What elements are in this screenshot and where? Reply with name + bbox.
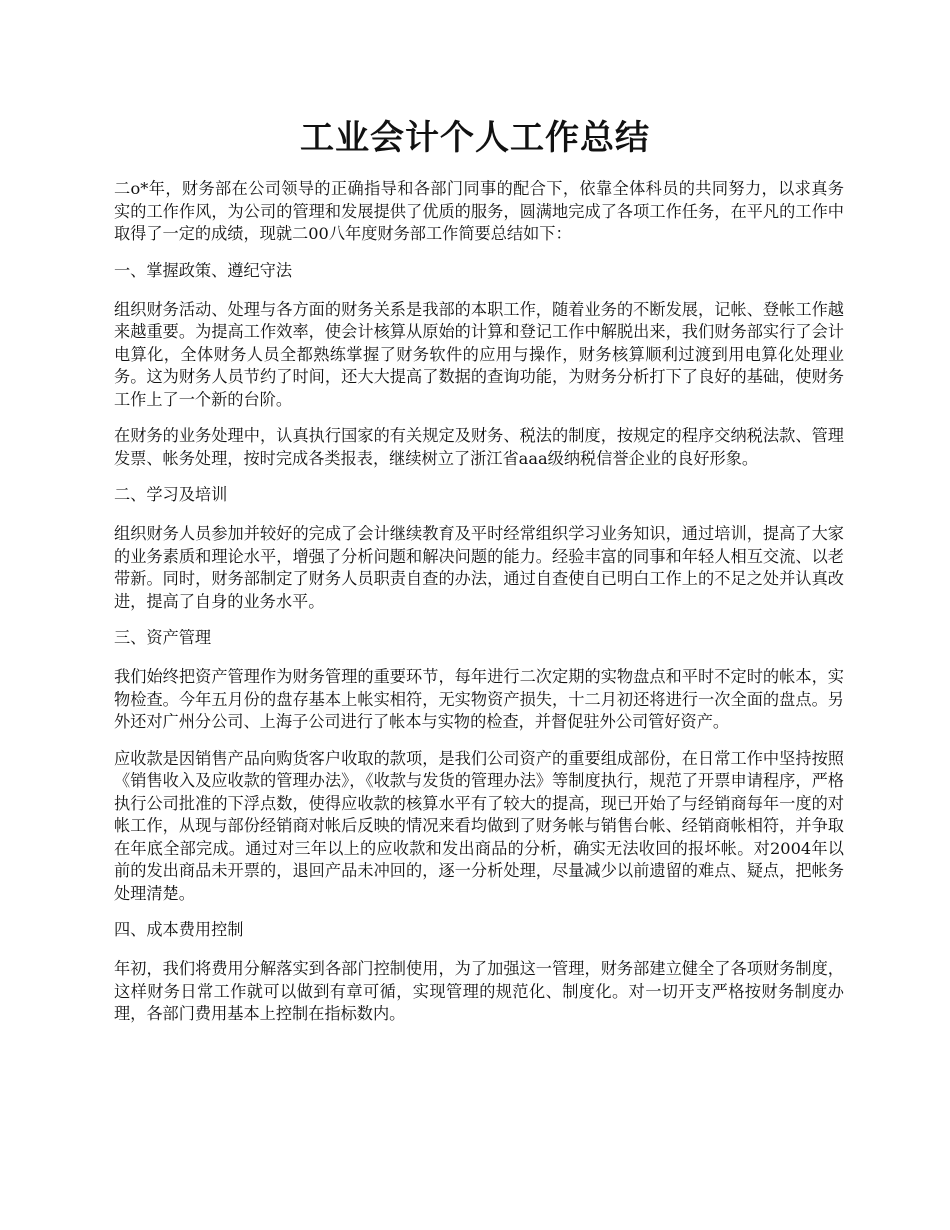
document-body: [114, 178, 844, 1040]
document-title: 工业会计个人工作总结: [300, 118, 650, 158]
policy-paragraph-2: 在财务的业务处理中，认真执行国家的有关规定及财务、税法的制度，按规定的程序交纳税法款、管理发票、帐务处理，按时完成各类报表，继续树立了浙江省aaa级纳税信誉企业的良好形象。: [114, 426, 844, 468]
intro-paragraph: 二o*年，财务部在公司领导的正确指导和各部门同事的配合下，依靠全体科员的共同努力，以求真务实的工作作风，为公司的管理和发展提供了优质的服务，圆满地完成了各项工作任务，在平凡的工作中取得了一定的成绩，现就二00八年度财务部工作简要总结如下：: [114, 179, 844, 243]
policy-paragraph-1: 组织财务活动、处理与各方面的财务关系是我部的本职工作，随着业务的不断发展，记帐、登帐工作越来越重要。为提高工作效率，使会计核算从原始的计算和登记工作中解脱出来，我们财务部实行了会计电算化，全体财务人员全都熟练掌握了财务软件的应用与操作，财务核算顺利过渡到用电算化处理业务。这为财务人员节约了时间，还大大提高了数据的查询功能，为财务分析打下了良好的基础，使财务工作上了一个新的台阶。: [114, 299, 844, 409]
section-heading-cost-control: 四、成本费用控制: [114, 920, 244, 939]
section-heading-policy: 一、掌握政策、遵纪守法: [114, 260, 293, 280]
assets-paragraph-1: 我们始终把资产管理作为财务管理的重要环节，每年进行二次定期的实物盘点和平时不定时的帐本，实物检查。今年五月份的盘存基本上帐实相符，无实物资产损失，十二月初还将进行一次全面的盘点。另外还对广州分公司、上海子公司进行了帐本与实物的检查，并督促驻外公司管好资产。: [114, 667, 844, 731]
section-heading-assets: 三、资产管理: [114, 628, 212, 647]
training-paragraph: 组织财务人员参加并较好的完成了会计继续教育及平时经常组织学习业务知识，通过培训，提高了大家的业务素质和理论水平，增强了分析问题和解决问题的能力。经验丰富的同事和年轻人相互交流、以老带新。同时，财务部制定了财务人员职责自查的办法，通过自查使自已明白工作上的不足之处并认真改进，提高了自身的业务水平。: [114, 524, 844, 611]
assets-paragraph-2: 应收款是因销售产品向购货客户收取的款项，是我们公司资产的重要组成部份，在日常工作中坚持按照《销售收入及应收款的管理办法》，《收款与发货的管理办法》等制度执行，规范了开票申请程序，严格执行公司批准的下浮点数，使得应收款的核算水平有了较大的提高，现已开始了与经销商每年一度的对帐工作，从现与部份经销商对帐后反映的情况来看均做到了财务帐与销售台帐、经销商帐相符，并争取在年底全部完成。通过对三年以上的应收款和发出商品的分析，确实无法收回的报坏帐。对2004年以前的发出商品未开票的，退回产品未冲回的，逐一分析处理，尽量减少以前遗留的难点、疑点，把帐务处理清楚。: [114, 748, 844, 903]
section-heading-training: 二、学习及培训: [114, 485, 228, 504]
cost-control-paragraph: 年初，我们将费用分解落实到各部门控制使用，为了加强这一管理，财务部建立健全了各项财务制度，这样财务日常工作就可以做到有章可循，实现管理的规范化、制度化。对一切开支严格按财务制度办理，各部门费用基本上控制在指标数内。: [114, 959, 844, 1023]
